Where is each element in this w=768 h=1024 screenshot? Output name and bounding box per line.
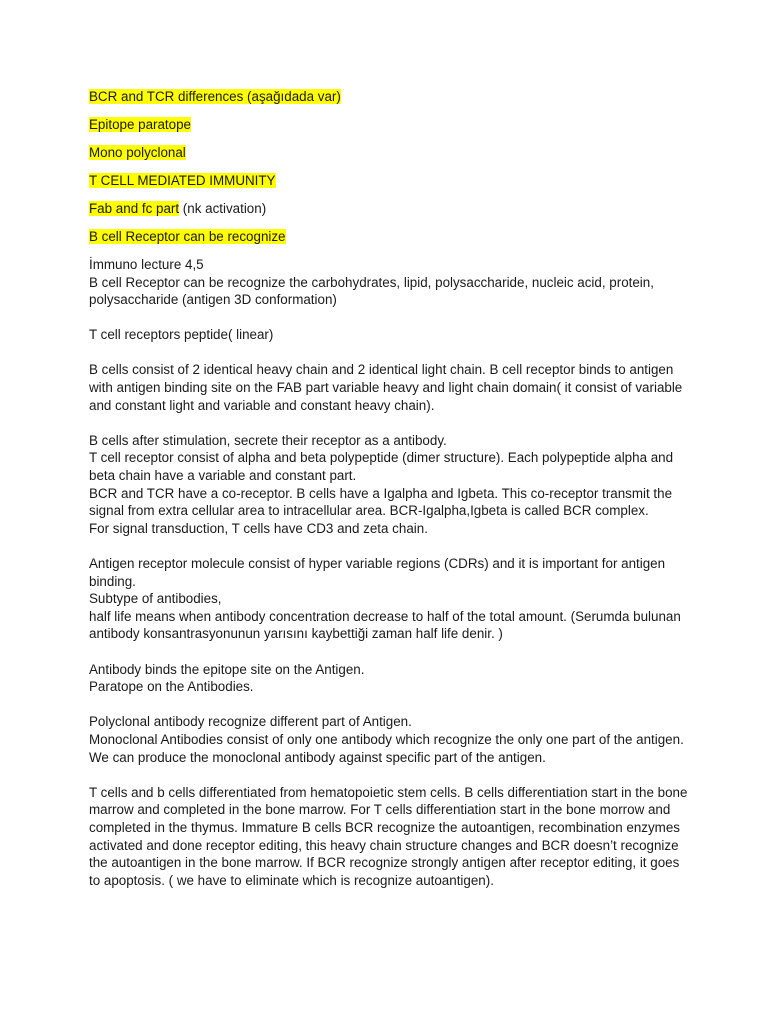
highlight-text: Mono polyclonal [89,144,186,160]
paragraph: Paratope on the Antibodies. [89,679,254,695]
paragraph: For signal transduction, T cells have CD3 and zeta chain. [89,520,428,536]
paragraph: Monoclonal Antibodies consist of only one antibody which recognize the only one part of the antigen. We can produce the monoclonal antibody against specific part of the antigen. [89,731,684,765]
paragraph: Antibody binds the epitope site on the Antigen. [89,661,365,677]
topic-fab-fc [89,200,689,218]
document-page [89,88,689,889]
paragraph: B cells consist of 2 identical heavy chain and 2 identical light chain. B cell receptor binds to antigen with antigen binding site on the FAB part variable heavy and light chain domain( it consist of variable and constant light and variable and constant heavy chain). [89,362,683,413]
paragraph: BCR and TCR have a co-receptor. B cells have a Igalpha and Igbeta. This co-receptor transmit the signal from extra cellular area to intracellular area. BCR-Igalpha,Igbeta is called BCR complex. [89,485,673,519]
topic-note: (nk activation) [179,200,267,216]
paragraph: Subtype of antibodies, [89,591,222,607]
topic-t-cell-immunity [89,172,689,190]
paragraph: B cell Receptor can be recognize the carbohydrates, lipid, polysaccharide, nucleic acid, protein, polysaccharide (antigen 3D conformation) [89,274,654,308]
blank-line [89,696,689,714]
topic-bcr-tcr-differences [89,88,689,106]
blank-line [89,537,689,555]
paragraph: B cells after stimulation, secrete their receptor as a antibody. [89,432,447,448]
paragraph: T cell receptors peptide( linear) [89,327,274,343]
highlight-text: Fab and fc part [89,200,180,216]
paragraph: Polyclonal antibody recognize different part of Antigen. [89,714,412,730]
topic-epitope-paratope [89,116,689,134]
paragraph: T cells and b cells differentiated from hematopoietic stem cells. B cells differentiation start in the bone marrow and completed in the bone marrow. For T cells differentiation start in the bone morrow and completed in the thymus. Immature B cells BCR recognize the autoantigen, recombination enzymes activated and done receptor editing, this heavy chain structure changes and BCR doesn’t recognize the autoantigen in the bone marrow. If BCR recognize strongly antigen after receptor editing, it goes to apoptosis. ( we have to eliminate which is recognize autoantigen). [89,784,688,888]
paragraph: T cell receptor consist of alpha and beta polypeptide (dimer structure). Each polypeptide alpha and beta chain have a variable and constant part. [89,450,674,484]
blank-line [89,766,689,784]
paragraph: Antigen receptor molecule consist of hyper variable regions (CDRs) and it is important for antigen binding. [89,556,666,589]
blank-line [89,643,689,661]
highlight-text: B cell Receptor can be recognize [89,228,286,244]
highlight-text: BCR and TCR differences (aşağıdada var) [89,89,341,104]
notes-body [89,256,689,889]
paragraph: half life means when antibody concentration decrease to half of the total amount. (Serumda bulunan antibody konsantrasyonunun yarısını kaybettiği zaman half life denir. ) [89,608,681,642]
lecture-heading: İmmuno lecture 4,5 [89,256,204,272]
blank-line [89,344,689,362]
highlight-text: T CELL MEDIATED IMMUNITY [89,172,276,188]
highlight-text: Epitope paratope [89,116,191,132]
highlighted-topics [89,88,689,246]
topic-bcr-recognize [89,228,689,246]
blank-line [89,414,689,432]
topic-mono-polyclonal [89,144,689,162]
blank-line [89,309,689,327]
